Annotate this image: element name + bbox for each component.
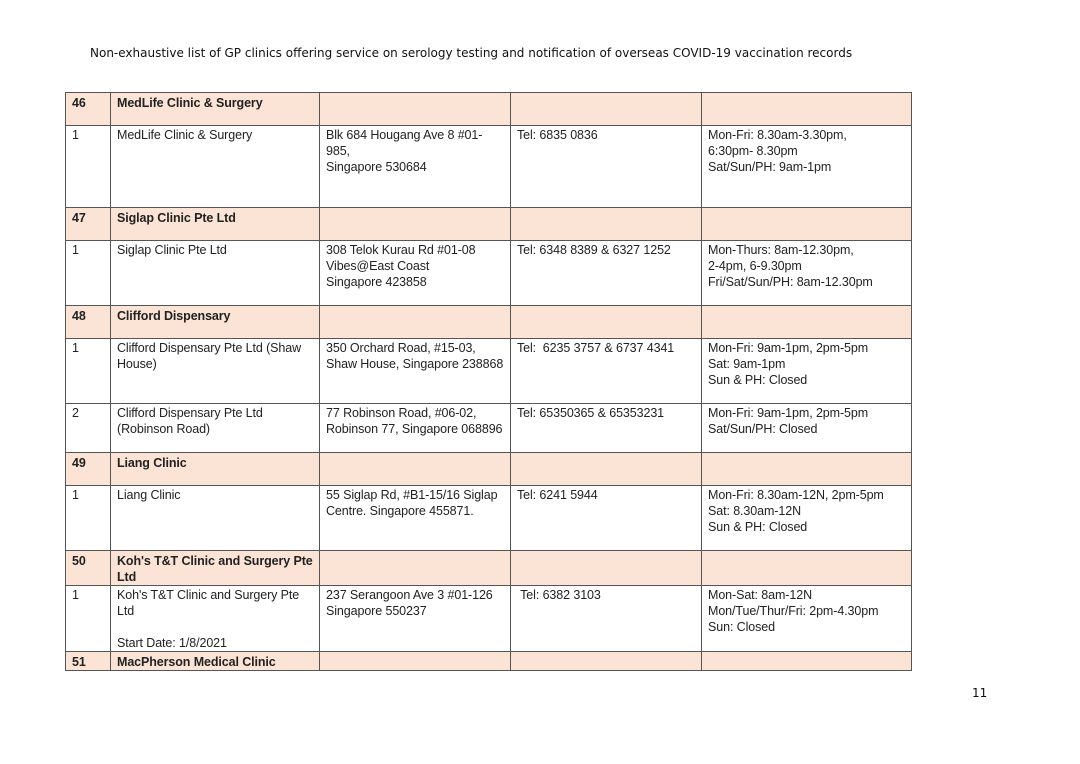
- group-name: MedLife Clinic & Surgery: [111, 93, 320, 126]
- clinic-phone: Tel: 6241 5944: [511, 486, 702, 551]
- clinic-phone: Tel: 6348 8389 & 6327 1252: [511, 241, 702, 306]
- clinic-row: [66, 586, 912, 652]
- clinic-phone: Tel: 6382 3103: [511, 586, 702, 652]
- group-row: [66, 208, 912, 241]
- group-number: 47: [66, 208, 111, 241]
- group-name: Liang Clinic: [111, 453, 320, 486]
- clinic-hours: Mon-Sat: 8am-12N Mon/Tue/Thur/Fri: 2pm-4.30pm Sun: Closed: [702, 586, 912, 652]
- clinic-row: [66, 339, 912, 404]
- clinic-address: 77 Robinson Road, #06-02, Robinson 77, Singapore 068896: [320, 404, 511, 453]
- clinic-name: Clifford Dispensary Pte Ltd (Robinson Road): [111, 404, 320, 453]
- group-name: Koh's T&T Clinic and Surgery Pte Ltd: [111, 551, 320, 586]
- group-row: [66, 93, 912, 126]
- clinic-row: [66, 126, 912, 208]
- clinic-index: 1: [66, 126, 111, 208]
- group-name: MacPherson Medical Clinic: [111, 652, 320, 671]
- group-row: [66, 453, 912, 486]
- clinic-name: Clifford Dispensary Pte Ltd (Shaw House): [111, 339, 320, 404]
- clinic-index: 1: [66, 241, 111, 306]
- clinic-row: [66, 404, 912, 453]
- clinic-phone: Tel: 65350365 & 65353231: [511, 404, 702, 453]
- group-number: 48: [66, 306, 111, 339]
- group-row: [66, 551, 912, 586]
- clinic-name: MedLife Clinic & Surgery: [111, 126, 320, 208]
- clinic-address: 237 Serangoon Ave 3 #01-126 Singapore 550237: [320, 586, 511, 652]
- page-number: 11: [972, 686, 988, 700]
- start-date: Start Date: 1/8/2021: [117, 636, 227, 650]
- clinic-hours: Mon-Fri: 8.30am-12N, 2pm-5pm Sat: 8.30am-12N Sun & PH: Closed: [702, 486, 912, 551]
- clinic-name: Siglap Clinic Pte Ltd: [111, 241, 320, 306]
- clinic-hours: Mon-Fri: 9am-1pm, 2pm-5pm Sat: 9am-1pm Sun & PH: Closed: [702, 339, 912, 404]
- clinic-index: 1: [66, 486, 111, 551]
- group-name: Siglap Clinic Pte Ltd: [111, 208, 320, 241]
- clinic-hours: Mon-Fri: 8.30am-3.30pm, 6:30pm- 8.30pm Sat/Sun/PH: 9am-1pm: [702, 126, 912, 208]
- clinic-name: Koh's T&T Clinic and Surgery Pte Ltd Start Date: 1/8/2021: [111, 586, 320, 652]
- clinic-index: 1: [66, 339, 111, 404]
- clinic-address: 308 Telok Kurau Rd #01-08 Vibes@East Coast Singapore 423858: [320, 241, 511, 306]
- clinic-row: [66, 486, 912, 551]
- clinic-phone: Tel: 6835 0836: [511, 126, 702, 208]
- group-number: 49: [66, 453, 111, 486]
- clinic-phone: Tel: 6235 3757 & 6737 4341: [511, 339, 702, 404]
- clinic-table: [65, 92, 912, 671]
- clinic-hours: Mon-Thurs: 8am-12.30pm, 2-4pm, 6-9.30pm Fri/Sat/Sun/PH: 8am-12.30pm: [702, 241, 912, 306]
- group-number: 51: [66, 652, 111, 671]
- clinic-index: 1: [66, 586, 111, 652]
- group-row: [66, 652, 912, 671]
- clinic-address: 350 Orchard Road, #15-03, Shaw House, Singapore 238868: [320, 339, 511, 404]
- group-number: 50: [66, 551, 111, 586]
- clinic-hours: Mon-Fri: 9am-1pm, 2pm-5pm Sat/Sun/PH: Closed: [702, 404, 912, 453]
- clinic-row: [66, 241, 912, 306]
- group-name: Clifford Dispensary: [111, 306, 320, 339]
- clinic-name: Liang Clinic: [111, 486, 320, 551]
- clinic-address: Blk 684 Hougang Ave 8 #01-985, Singapore 530684: [320, 126, 511, 208]
- page-title: Non-exhaustive list of GP clinics offering service on serology testing and notification of overseas COVID-19 vaccination records: [90, 46, 853, 60]
- clinic-index: 2: [66, 404, 111, 453]
- group-number: 46: [66, 93, 111, 126]
- clinic-address: 55 Siglap Rd, #B1-15/16 Siglap Centre. Singapore 455871.: [320, 486, 511, 551]
- group-row: [66, 306, 912, 339]
